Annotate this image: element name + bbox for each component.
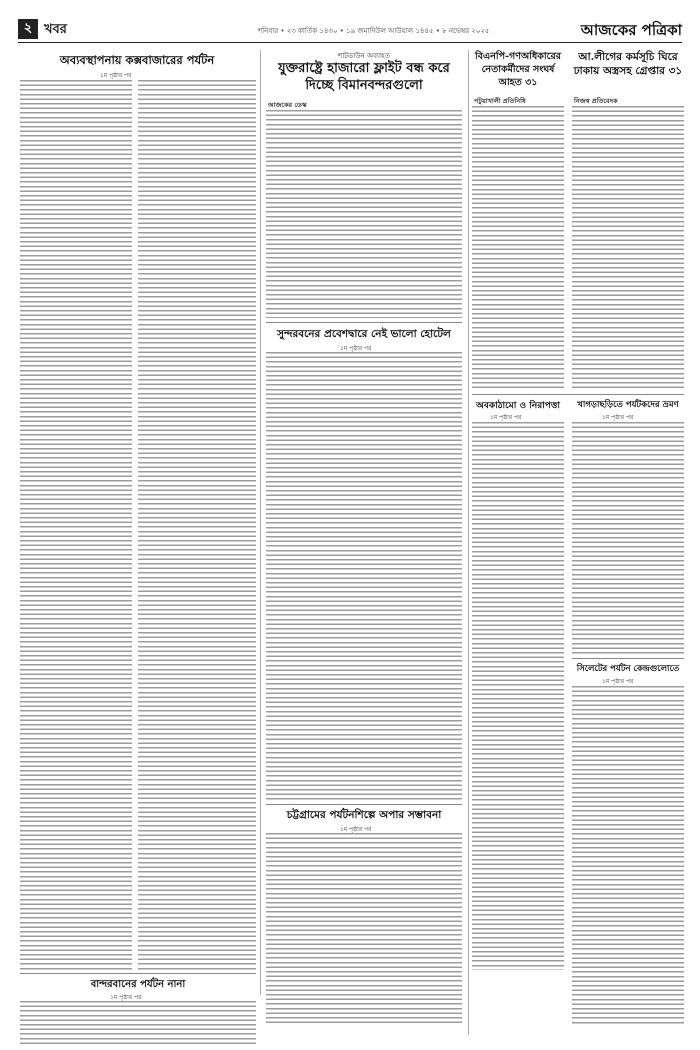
article-body-sundarban bbox=[266, 352, 462, 800]
headline-coxsbazar: অব্যবস্থাপনায় কক্সবাজারের পর্যটন bbox=[59, 53, 215, 67]
continued-label: ১ম পৃষ্ঠার পর bbox=[602, 678, 634, 685]
headline-bandarban: বান্দরবানের পর্যটন নানা bbox=[90, 979, 186, 990]
article-body-bnp bbox=[472, 106, 564, 388]
article-body-khagrachhari bbox=[572, 422, 684, 654]
byline-bnp: পটুয়াখালী প্রতিনিধি bbox=[474, 97, 526, 105]
masthead-logo: আজকের পত্রিকা bbox=[580, 21, 682, 39]
byline-us: আজকের ডেস্ক bbox=[268, 101, 307, 109]
article-body-sylhet bbox=[572, 686, 684, 1026]
section-divider bbox=[266, 322, 462, 323]
article-body-infrastructure bbox=[472, 422, 564, 970]
continued-label: ১ম পৃষ্ঠার পর bbox=[490, 414, 522, 421]
page-header bbox=[18, 18, 682, 43]
column-divider bbox=[260, 50, 261, 995]
byline-al: নিজস্ব প্রতিবেদক bbox=[574, 97, 618, 105]
headline-bnp-clash: বিএনপি-গণঅধিকারের নেতাকর্মীদের সংঘর্ষ আহত ৩১ bbox=[475, 51, 561, 88]
headline-sundarban: সুন্দরবনের প্রবেশদ্বারে নেই ভালো হোটেল bbox=[277, 328, 451, 340]
section-divider bbox=[20, 973, 256, 974]
page-number: ২ bbox=[18, 19, 38, 39]
article-body-coxsbazar-col2 bbox=[138, 80, 256, 970]
article-body-us bbox=[266, 110, 462, 318]
headline-al-arrests: আ.লীগের কর্মসূচি ঘিরে ঢাকায় অস্ত্রসহ গ্রেপ্তার ৩১ bbox=[573, 51, 683, 77]
article-body-coxsbazar-col1 bbox=[20, 80, 132, 970]
headline-chattogram: চট্টগ্রামের পর্যটনশিল্পে অপার সম্ভাবনা bbox=[286, 809, 442, 821]
article-body-al bbox=[572, 106, 684, 388]
continued-label: ১ম পৃষ্ঠার পর bbox=[110, 994, 142, 1001]
section-divider bbox=[266, 804, 462, 805]
article-body-chattogram bbox=[266, 833, 462, 1025]
headline-infrastructure: অবকাঠামো ও নিরাপত্তা bbox=[476, 401, 560, 411]
kicker-us: শাটডাউন অব্যাহত bbox=[338, 52, 390, 60]
section-name: খবর bbox=[44, 22, 67, 37]
section-divider bbox=[572, 658, 684, 659]
continued-label: ১ম পৃষ্ঠার পর bbox=[100, 72, 132, 79]
dateline: শনিবার • ২৩ কার্তিক ১৪৩০ • ১৯ জমাদিউল আউয়াল ১৪৪৫ • ৮ নভেম্বর ২০২৫ bbox=[258, 27, 490, 35]
column-divider bbox=[468, 50, 469, 1035]
headline-sylhet: সিলেটের পর্যটন কেন্দ্রগুলোতে bbox=[576, 664, 680, 674]
continued-label: ১ম পৃষ্ঠার পর bbox=[602, 414, 634, 421]
continued-label: ১ম পৃষ্ঠার পর bbox=[340, 345, 372, 352]
section-divider bbox=[472, 394, 684, 395]
headline-us-flights: যুক্তরাষ্ট্রে হাজারো ফ্লাইট বন্ধ করে দিচ্ছে বিমানবন্দরগুলো bbox=[278, 61, 450, 93]
headline-khagrachhari: খাগড়াছড়িতে পর্যটকদের ভ্রমণ bbox=[577, 400, 679, 410]
continued-label: ১ম পৃষ্ঠার পর bbox=[340, 826, 372, 833]
article-body-bandarban bbox=[20, 1001, 256, 1045]
